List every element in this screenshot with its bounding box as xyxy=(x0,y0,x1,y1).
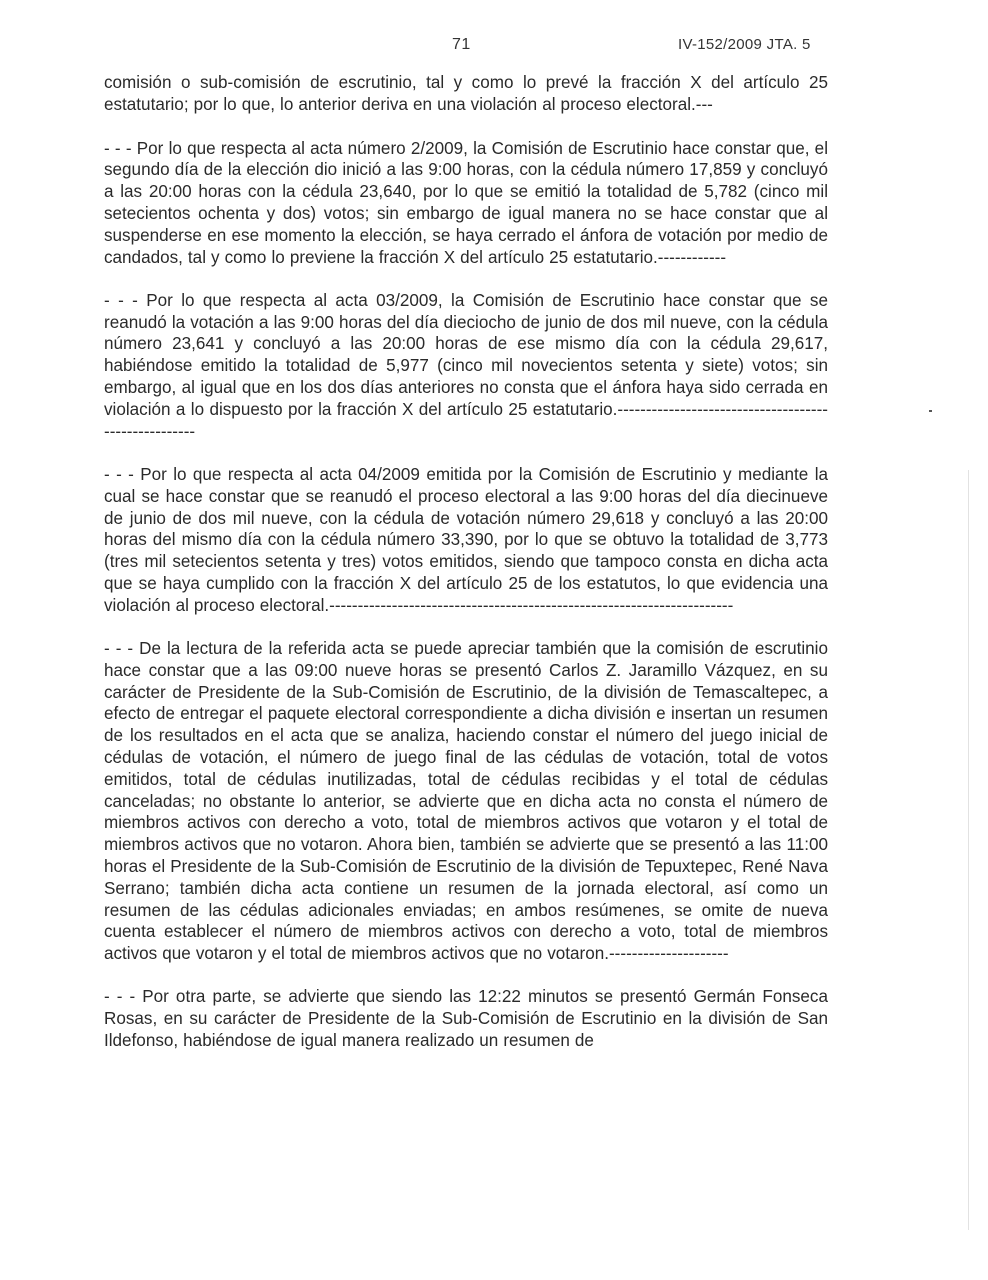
paragraph-acta-2: - - - Por lo que respecta al acta número 2/2009, la Comisión de Escrutinio hace constar que, el segundo día de la elección dio inició a las 9:00 horas, con la cédula número 17,859 y concluyó a las 20:00 horas con la cédula 23,640, por lo que se emitió la totalidad de 5,782 (cinco mil setecientos ochenta y dos) votos; sin embargo de igual manera no se hace constar que al suspenderse en ese momento la elección, se haya cerrado el ánfora de votación por medio de candados, tal y como lo previene la fracción X del artículo 25 estatutario.------------ xyxy=(104,138,828,267)
scan-speck xyxy=(929,410,932,412)
page-number: 71 xyxy=(452,36,471,53)
paragraph-otra-parte: - - - Por otra parte, se advierte que siendo las 12:22 minutos se presentó Germán Fonseca Rosas, en su carácter de Presidente de la Sub-Comisión de Escrutinio en la división de San Ildefonso, habiéndose de igual manera realizado un resumen de xyxy=(104,987,828,1051)
paragraph-acta-4: - - - Por lo que respecta al acta 04/2009 emitida por la Comisión de Escrutinio y mediante la cual se hace constar que se reanudó el proceso electoral a las 9:00 horas del día diecinueve de junio de dos mil nueve, con la cédula de votación número 29,618 y concluyó a las 20:00 horas del mismo día con la cédula número 33,390, por lo que se obtuvo la totalidad de 3,773 (tres mil setecientos setenta y tres) votos emitidos, siendo que tampoco consta en dicha acta que se haya cumplido con la fracción X del artículo 25 de los estatutos, lo que evidencia una violación al proceso electoral.----------------------------------------------------------------------- xyxy=(104,464,828,615)
body-text xyxy=(104,72,828,1073)
paragraph-acta-3: - - - Por lo que respecta al acta 03/2009, la Comisión de Escrutinio hace constar que se reanudó la votación a las 9:00 horas del día dieciocho de junio de dos mil nueve, con la cédula número 23,641 y concluyó a las 20:00 horas de ese mismo día con la cédula 29,617, habiéndose emitido la totalidad de 5,977 (cinco mil novecientos setenta y siete) votos; sin embargo, al igual que en los dos días anteriores no consta que el ánfora haya sido cerrada en violación a lo dispuesto por la fracción X del artículo 25 estatutario.----------------------------------------------------- xyxy=(104,290,828,441)
paragraph-lectura-acta: - - - De la lectura de la referida acta se puede apreciar también que la comisión de escrutinio hace constar que a las 09:00 nueve horas se presentó Carlos Z. Jaramillo Vázquez, en su carácter de Presidente de la Sub-Comisión de Escrutinio, de la división de Temascaltepec, a efecto de entregar el paquete electoral correspondiente a dicha división e insertan un resumen de los resultados en el acta que se analiza, haciendo constar el número del juego inicial de cédulas de votación, el número de juego final de las cédulas de votación, total de votos emitidos, total de cédulas inutilizadas, total de cédulas recibidas y el total de cédulas canceladas; no obstante lo anterior, se advierte que en dicha acta no consta el número de miembros activos con derecho a voto, total de miembros activos que votaron y el total de miembros activos que no votaron. Ahora bien, también se advierte que se presentó a las 11:00 horas el Presidente de la Sub-Comisión de Escrutinio de la división de Tepuxtepec, René Nava Serrano; también dicha acta contiene un resumen de la jornada electoral, así como un resumen de las cédulas adicionales enviadas; en ambos resúmenes, se omite de nueva cuenta establecer el número de miembros activos con derecho a voto, total de miembros activos que votaron y el total de miembros activos que no votaron.--------------------- xyxy=(104,639,828,964)
scan-edge-line xyxy=(968,470,969,1230)
paragraph-continuation: comisión o sub-comisión de escrutinio, tal y como lo prevé la fracción X del artículo 25 estatutario; por lo que, lo anterior deriva en una violación al proceso electoral.--- xyxy=(104,73,828,114)
file-reference: IV-152/2009 JTA. 5 xyxy=(678,36,811,53)
